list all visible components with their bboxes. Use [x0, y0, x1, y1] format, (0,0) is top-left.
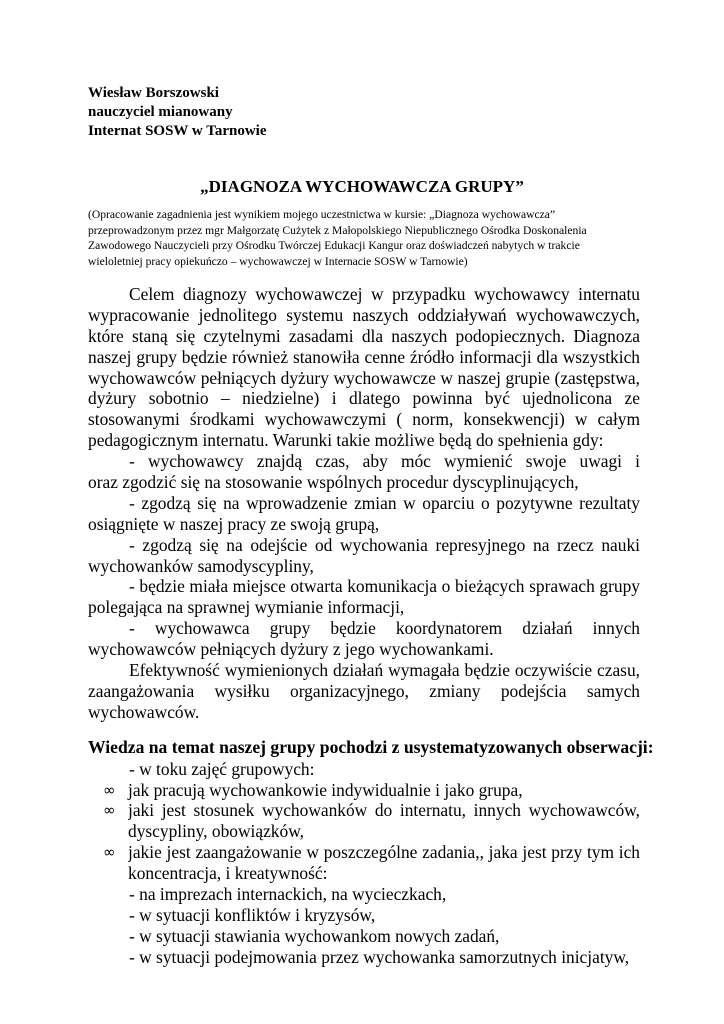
condition-line: wychowawców pełniących dyżury z jego wychowankami. [88, 639, 494, 660]
paragraph-line: wychowawców. [88, 701, 200, 722]
section-heading: Wiedza na temat naszej grupy pochodzi z usystematyzowanych obserwacji: [88, 736, 654, 757]
condition-line: polegająca na sprawnej wymianie informacji, [88, 597, 405, 618]
paragraph-line: Efektywność wymienionych działań wymagała będzie oczywiście czasu, [129, 660, 640, 681]
condition-line: wychowanków samodyscypliny, [88, 555, 314, 576]
paragraph-line: pedagogicznym internatu. Warunki takie możliwe będą do spełnienia gdy: [88, 430, 604, 451]
paragraph-line: zaangażowania wysiłku organizacyjnego, zmiany podejścia samych [88, 680, 640, 701]
bullet-item [88, 780, 640, 801]
infinity-bullet-icon: ∞ [103, 780, 116, 799]
condition-line: - wychowawca grupy będzie koordynatorem działań innych [129, 618, 640, 639]
bullet-text: jaki jest stosunek wychowanków do internatu, innych wychowawców, [128, 800, 640, 821]
section-intro: - w toku zajęć grupowych: [129, 758, 315, 779]
paragraph-line: wychowawców pełniących dyżury wychowawcze w naszej grupie (zastępstwa, [88, 367, 640, 388]
condition-line: - zgodzą się na wprowadzenie zmian w oparciu o pozytywne rezultaty [129, 492, 640, 513]
bullet-item [88, 800, 640, 821]
paragraph-line: Celem diagnozy wychowawczej w przypadku wychowawcy internatu [129, 284, 640, 304]
author-position: nauczyciel mianowany [88, 104, 233, 120]
condition-line: - zgodzą się na odejście od wychowania represyjnego na rzecz nauki [129, 534, 640, 555]
paragraph-line: wypracowanie jednolitego systemu naszych oddziaływań wychowawczych, [88, 304, 640, 325]
paragraph-line: które staną się czytelnymi zasadami dla naszych podopiecznych. Diagnoza [88, 325, 640, 346]
bullet-text-continued: koncentracja, i kreatywność: [128, 863, 328, 884]
note-line: Zawodowego Nauczycieli przy Ośrodku Twórczej Edukacji Kangur oraz doświadczeń nabytych w trakcie [88, 239, 580, 252]
document-title: „DIAGNOZA WYCHOWAWCZA GRUPY” [200, 177, 524, 196]
author-name: Wiesław Borszowski [88, 85, 219, 101]
bullet-item [88, 842, 640, 863]
condition-line: - wychowawcy znajdą czas, aby móc wymienić swoje uwagi i [129, 451, 640, 472]
sub-item: - na imprezach internackich, na wycieczkach, [129, 884, 447, 905]
bullet-text: jak pracują wychowankowie indywidualnie i jako grupa, [128, 779, 523, 800]
sub-item: - w sytuacji stawiania wychowankom nowych zadań, [129, 925, 500, 946]
note-line: (Opracowanie zagadnienia jest wynikiem mojego uczestnictwa w kursie: „Diagnoza wychowawcza” [88, 208, 556, 221]
paragraph-line: stosowanymi środkami wychowawczymi ( norm, konsekwencji) w całym [88, 409, 640, 430]
paragraph-line: naszej grupy będzie również stanowiła cenne źródło informacji dla wszystkich [88, 346, 640, 367]
note-line: wieloletniej pracy opiekuńczo – wychowawczej w Internacie SOSW w Tarnowie) [88, 254, 468, 268]
condition-line: osiągnięte w naszej pracy ze swoją grupą, [88, 513, 380, 534]
author-block [88, 84, 267, 141]
author-institution: Internat SOSW w Tarnowie [88, 123, 267, 139]
condition-line: oraz zgodzić się na stosowanie wspólnych procedur dyscyplinujących, [88, 472, 579, 493]
infinity-bullet-icon: ∞ [103, 801, 116, 820]
paragraph-line: dyżury sobotnio – niedzielne) i dlatego powinna być ujednolicona ze [88, 388, 640, 409]
condition-line: - będzie miała miejsce otwarta komunikacja o bieżących sprawach grupy [129, 576, 640, 597]
note-line: przeprowadzonym przez mgr Małgorzatę Cużytek z Małopolskiego Niepublicznego Ośrodka Doskonalenia [88, 223, 587, 237]
course-note [88, 207, 640, 269]
sub-item: - w sytuacji podejmowania przez wychowanka samorzutnych inicjatyw, [129, 946, 630, 967]
sub-item: - w sytuacji konfliktów i kryzysów, [129, 904, 376, 925]
bullet-text-continued: dyscypliny, obowiązków, [128, 821, 304, 842]
document-body [88, 284, 654, 968]
infinity-bullet-icon: ∞ [103, 843, 116, 862]
bullet-text: jakie jest zaangażowanie w poszczególne zadania,, jaka jest przy tym ich [128, 842, 640, 863]
